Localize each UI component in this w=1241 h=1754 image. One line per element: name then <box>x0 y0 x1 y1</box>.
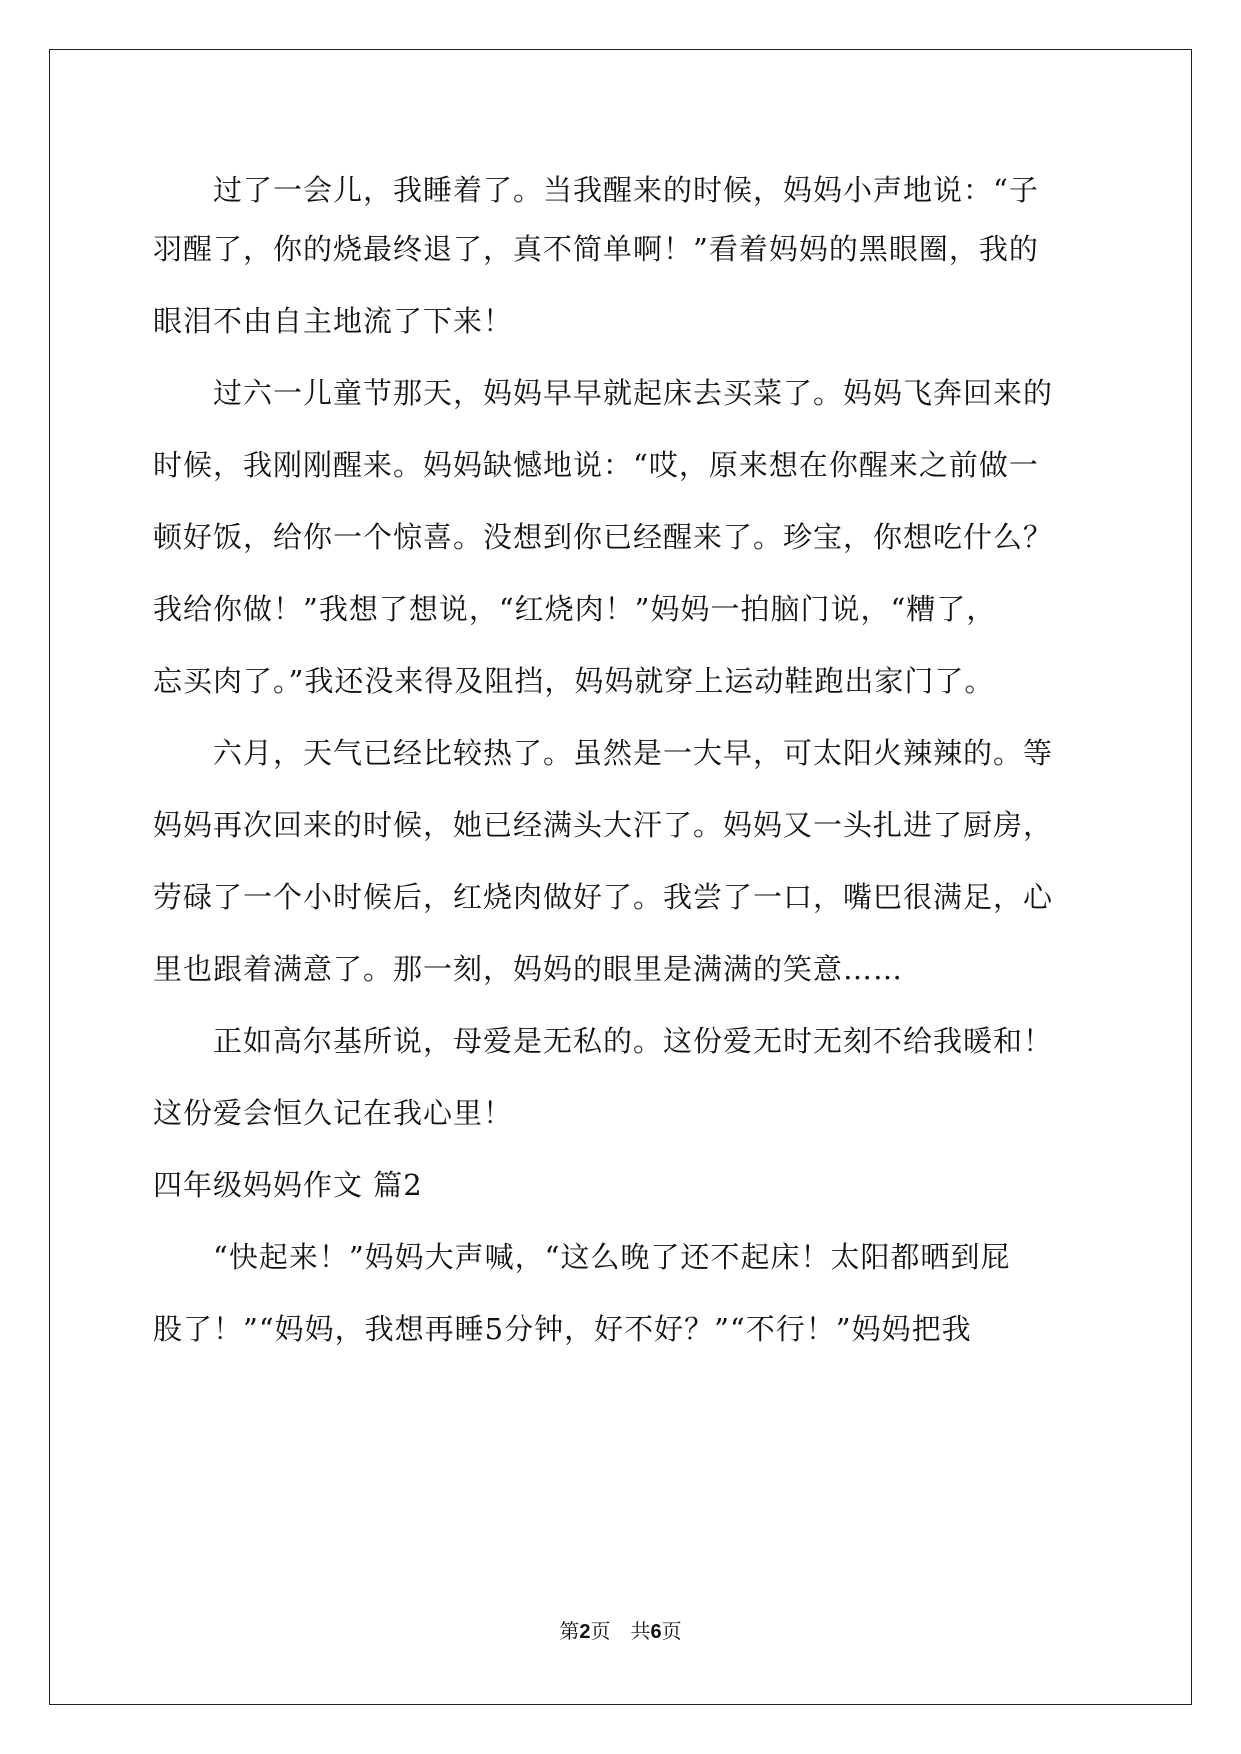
text-line: 忘买肉了。”我还没来得及阻挡，妈妈就穿上运动鞋跑出家门了。 <box>153 664 995 698</box>
text-line: 眼泪不由自主地流了下来！ <box>153 304 514 338</box>
text-line: 妈妈再次回来的时候，她已经满头大汗了。妈妈又一头扎进了厨房， <box>153 808 1054 842</box>
text-line: 里也跟着满意了。那一刻，妈妈的眼里是满满的笑意…… <box>153 952 904 986</box>
text-line: 股了！”“妈妈，我想再睡5分钟，好不好？”“不行！”妈妈把我 <box>153 1312 972 1346</box>
text-line: 这份爱会恒久记在我心里！ <box>153 1096 514 1130</box>
text-line: 正如高尔基所说，母爱是无私的。这份爱无时无刻不给我暖和！ <box>213 1024 1054 1058</box>
text-line: 我给你做！”我想了想说，“红烧肉！”妈妈一拍脑门说，“糟了， <box>153 592 997 626</box>
page-footer <box>0 1615 1241 1644</box>
footer-prefix: 第 <box>559 1619 580 1643</box>
text-line: 羽醒了，你的烧最终退了，真不简单啊！”看着妈妈的黑眼圈，我的 <box>153 232 1039 266</box>
text-line: “快起来！”妈妈大声喊，“这么晚了还不起床！太阳都晒到屁 <box>213 1240 1011 1274</box>
text-line: 六月，天气已经比较热了。虽然是一大早，可太阳火辣辣的。等 <box>213 736 1054 770</box>
footer-mid: 页 共 <box>590 1619 651 1643</box>
text-line: 顿好饭，给你一个惊喜。没想到你已经醒来了。珍宝，你想吃什么？ <box>153 520 1054 554</box>
footer-suffix: 页 <box>661 1619 682 1643</box>
text-line: 时候，我刚刚醒来。妈妈缺憾地说：“哎，原来想在你醒来之前做一 <box>153 448 1039 482</box>
text-line: 过六一儿童节那天，妈妈早早就起床去买菜了。妈妈飞奔回来的 <box>213 376 1054 410</box>
section-heading: 四年级妈妈作文 篇2 <box>153 1168 423 1202</box>
footer-total-pages: 6 <box>650 1621 662 1643</box>
text-line: 劳碌了一个小时候后，红烧肉做好了。我尝了一口，嘴巴很满足，心 <box>153 880 1054 914</box>
text-line: 过了一会儿，我睡着了。当我醒来的时候，妈妈小声地说：“子 <box>213 173 1039 207</box>
footer-page-number: 2 <box>579 1621 591 1643</box>
